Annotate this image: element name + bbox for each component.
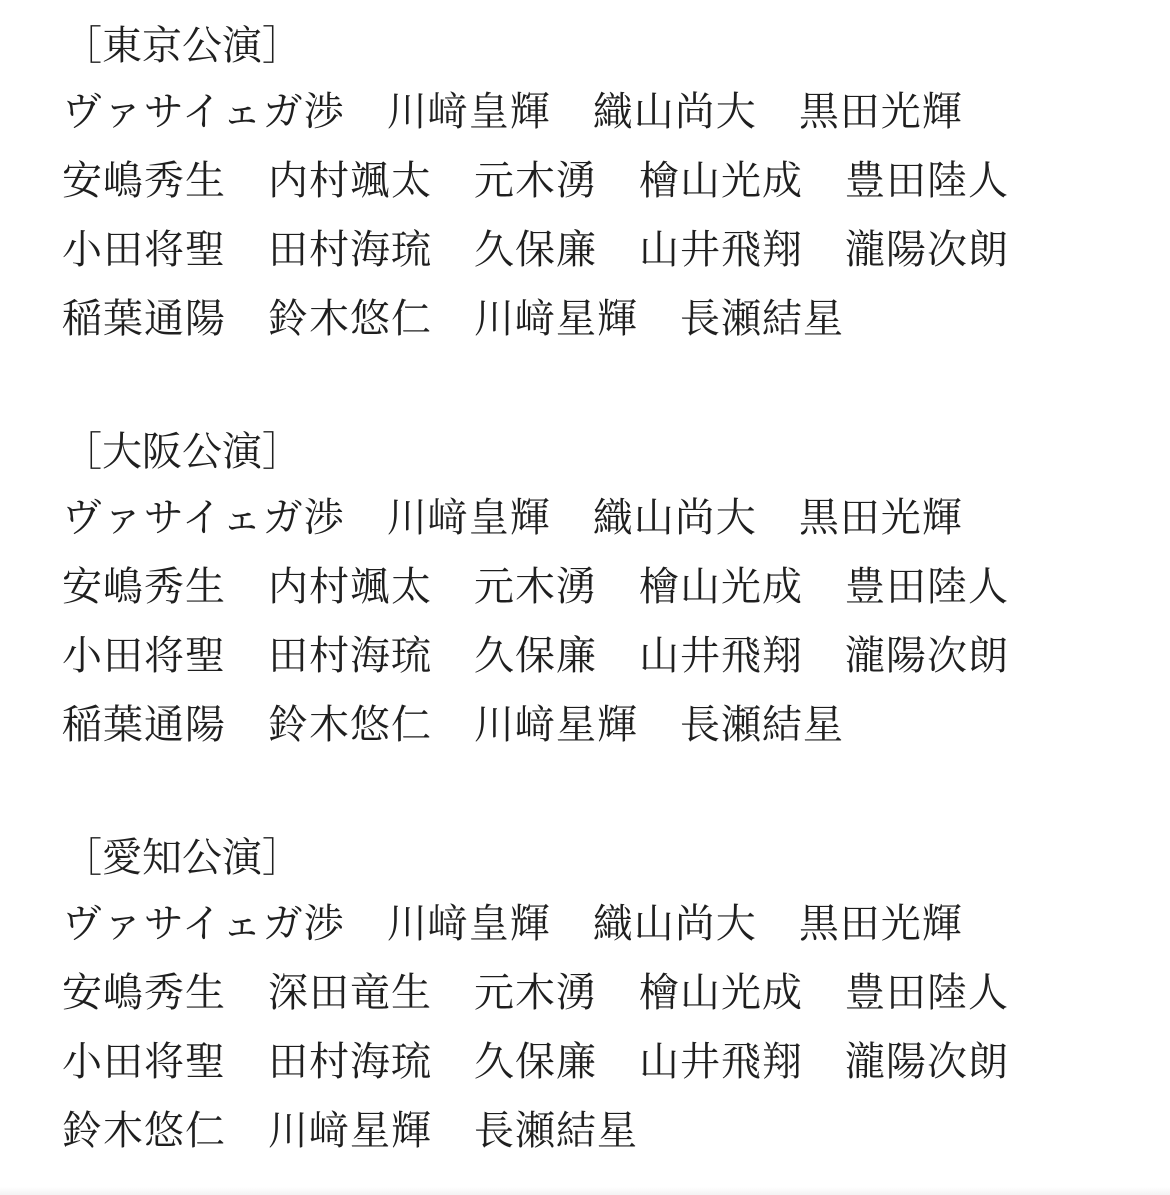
section-title: ［大阪公演］ [62,429,302,475]
cast-name: 長瀬結星 [680,702,844,748]
cast-row [62,691,1142,760]
cast-name: 元木湧 [474,970,597,1016]
cast-name: 瀧陽次朗 [845,227,1009,273]
cast-row [62,959,1142,1028]
cast-row [62,78,1142,147]
cast-name: 長瀬結星 [474,1108,638,1154]
cast-name: 内村颯太 [268,158,432,204]
cast-row [62,147,1142,216]
cast-name: 川﨑星輝 [474,296,638,342]
cast-name: 田村海琉 [268,227,432,273]
cast-name: 鈴木悠仁 [268,702,432,748]
cast-row [62,1097,1142,1166]
section-aichi [62,828,1142,1166]
cast-name: 川﨑皇輝 [386,901,551,947]
cast-name: 安嶋秀生 [62,564,226,610]
cast-name: 小田将聖 [62,633,226,679]
cast-name: 織山尚大 [592,495,757,541]
cast-name: 山井飛翔 [639,1039,803,1085]
cast-row [62,484,1142,553]
cast-name: 瀧陽次朗 [845,633,1009,679]
cast-name: 川﨑星輝 [474,702,638,748]
cast-name: 稲葉通陽 [62,296,226,342]
cast-name: 鈴木悠仁 [62,1108,226,1154]
cast-name: 久保廉 [474,633,597,679]
section-title: ［東京公演］ [62,23,302,69]
cast-name: 安嶋秀生 [62,970,226,1016]
cast-name: 豊田陸人 [845,158,1009,204]
cast-name: 内村颯太 [268,564,432,610]
cast-name: 鈴木悠仁 [268,296,432,342]
cast-row [62,285,1142,354]
cast-name: 豊田陸人 [845,564,1009,610]
cast-name: 元木湧 [474,564,597,610]
cast-name: 安嶋秀生 [62,158,226,204]
cast-name: ヴァサイェガ渉 [62,495,345,541]
cast-row [62,216,1142,285]
cast-name: ヴァサイェガ渉 [62,901,345,947]
cast-name: 織山尚大 [592,89,757,135]
cast-name: 川﨑皇輝 [386,89,551,135]
cast-name: 川﨑皇輝 [386,495,551,541]
cast-name: 山井飛翔 [639,227,803,273]
cast-name: 久保廉 [474,227,597,273]
cast-name: 織山尚大 [592,901,757,947]
cast-name: ヴァサイェガ渉 [62,89,345,135]
cast-name: 長瀬結星 [680,296,844,342]
cast-name: 川﨑星輝 [268,1108,432,1154]
cast-row [62,1028,1142,1097]
section-osaka [62,422,1142,760]
cast-row [62,622,1142,691]
cast-name: 久保廉 [474,1039,597,1085]
cast-name: 山井飛翔 [639,633,803,679]
cast-name: 小田将聖 [62,227,226,273]
section-title: ［愛知公演］ [62,835,302,881]
cast-name: 稲葉通陽 [62,702,226,748]
cast-row [62,553,1142,622]
cast-name: 黒田光輝 [798,901,963,947]
cast-name: 檜山光成 [639,158,803,204]
section-tokyo [62,16,1142,354]
cast-name: 小田将聖 [62,1039,226,1085]
cast-row [62,890,1142,959]
bottom-edge-shadow [0,1187,1170,1195]
cast-name: 深田竜生 [268,970,432,1016]
cast-name: 元木湧 [474,158,597,204]
cast-name: 檜山光成 [639,970,803,1016]
cast-name: 黒田光輝 [798,495,963,541]
cast-name: 田村海琉 [268,1039,432,1085]
cast-name: 黒田光輝 [798,89,963,135]
cast-name: 瀧陽次朗 [845,1039,1009,1085]
cast-name: 豊田陸人 [845,970,1009,1016]
cast-name: 田村海琉 [268,633,432,679]
cast-list [62,16,1142,1166]
cast-name: 檜山光成 [639,564,803,610]
